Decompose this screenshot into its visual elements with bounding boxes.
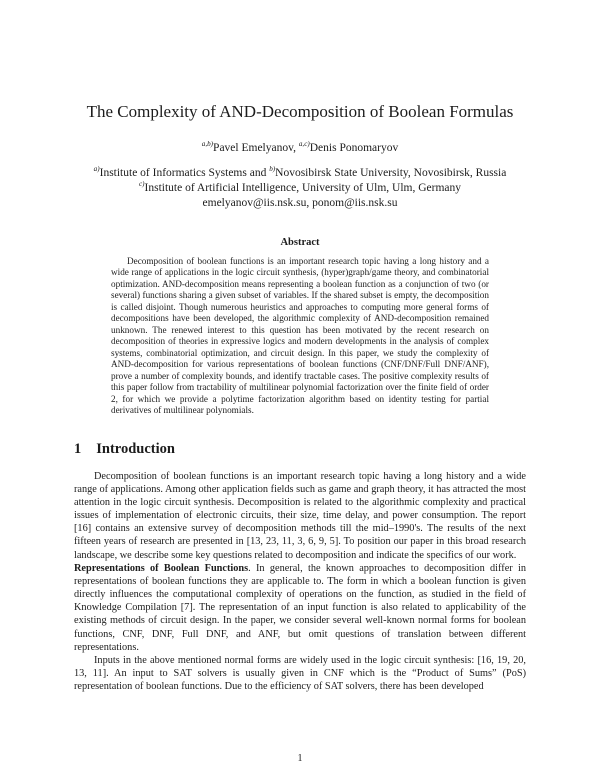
affiliation-line-1 — [0, 166, 600, 181]
abstract-section — [111, 237, 489, 417]
paragraph-lead-representations: Representations of Boolean Functions — [74, 562, 249, 574]
author1-name: Pavel Emelyanov, — [213, 142, 296, 155]
authors-line — [0, 142, 600, 154]
author2-affiliation-superscript: a,c) — [298, 140, 310, 149]
paragraph-2-text: . In general, the known approaches to decomposition differ in representations of boolean functions they are applicable to. The form in which a boolean function is given directly influences the computational complexity of operations on the function, as studied in the field of Knowledge Compilation [7]. The representation of an input function is also related to applicability of the existing methods of circuit design. In the paper, we consider several well-known normal forms for boolean functions, CNF, DNF, Full DNF, and ANF, but omit questions of translation between different representations. — [74, 562, 526, 653]
affiliation3-text: Institute of Artificial Intelligence, University of Ulm, Ulm, Germany — [144, 182, 462, 195]
affiliation1-text: Institute of Informatics Systems and — [99, 167, 270, 180]
introduction-body — [74, 470, 526, 694]
intro-paragraph-1: Decomposition of boolean functions is an important research topic having a long history and a wide range of applications. Among other application fields such as game and graph theory, it has attracted the most attention in the logic circuit synthesis. Decomposition is related to the algorithmic complexity and practical issues of implementation of electronic circuits, their size, time delay, and power consumption. The report [16] contains an extensive survey of decomposition methods till the mid–1990's. The results of the next fifteen years of research are presented in [13, 23, 11, 3, 6, 9, 5]. To position our paper in this broad research landscape, we describe some key questions related to decomposition and indicate the specifics of our work. — [74, 470, 526, 561]
intro-paragraph-2 — [74, 562, 526, 654]
affiliation3-superscript: c) — [138, 180, 145, 189]
author-emails: emelyanov@iis.nsk.su, ponom@iis.nsk.su — [202, 196, 398, 209]
author1-affiliation-superscript: a,b) — [201, 140, 214, 149]
intro-paragraph-3: Inputs in the above mentioned normal forms are widely used in the logic circuit synthesis: [16, 19, 20, 13, 11]. An input to SAT solvers is usually given in CNF which is the “Product of Sums” (PoS) representation of boolean functions. Due to the efficiency of SAT solvers, there has been developed — [74, 654, 526, 693]
affiliation1-superscript: a) — [93, 165, 100, 174]
abstract-heading: Abstract — [280, 236, 320, 248]
affiliation2-superscript: b) — [269, 165, 276, 174]
section-number: 1 — [74, 440, 82, 457]
section-heading-introduction — [74, 441, 526, 458]
page-number: 1 — [297, 753, 303, 764]
affiliation-line-2 — [0, 181, 600, 196]
section-title: Introduction — [96, 440, 175, 457]
author2-name: Denis Ponomaryov — [309, 142, 399, 155]
affiliation2-text: Novosibirsk State University, Novosibirsk, Russia — [275, 167, 507, 180]
affiliations-block — [0, 166, 600, 210]
abstract-text: Decomposition of boolean functions is an important research topic having a long history and a wide range of applications in the logic circuit synthesis, (hyper)graph/game theory, and combinatorial optimization. AND-decomposition means representing a boolean function as a conjunction of two (or several) functions sharing a given subset of variables. If the shared subset is empty, the decomposition is called disjoint. Though numerous heuristics and approaches to computing more general forms of decompositions have been developed, the algorithmic complexity of AND-decomposition remained unknown. The renewed interest to this question has been motivated by the recent research on decomposition of theories in expressive logics and modern developments in the analysis of complex systems, combinatorial optimization, and circuit design. In this paper, we study the complexity of AND-decomposition for various representations of boolean functions (CNF/DNF/Full DNF/ANF), prove a number of complexity bounds, and identify tractable cases. The positive complexity results of this paper follow from tractability of multilinear polynomial factorization over the finite field of order 2, for which we provide a polytime factorization algorithm based on identity testing for partial derivatives of multilinear polynomials. — [111, 255, 489, 416]
paper-title: The Complexity of AND-Decomposition of Boolean Formulas — [86, 102, 514, 121]
